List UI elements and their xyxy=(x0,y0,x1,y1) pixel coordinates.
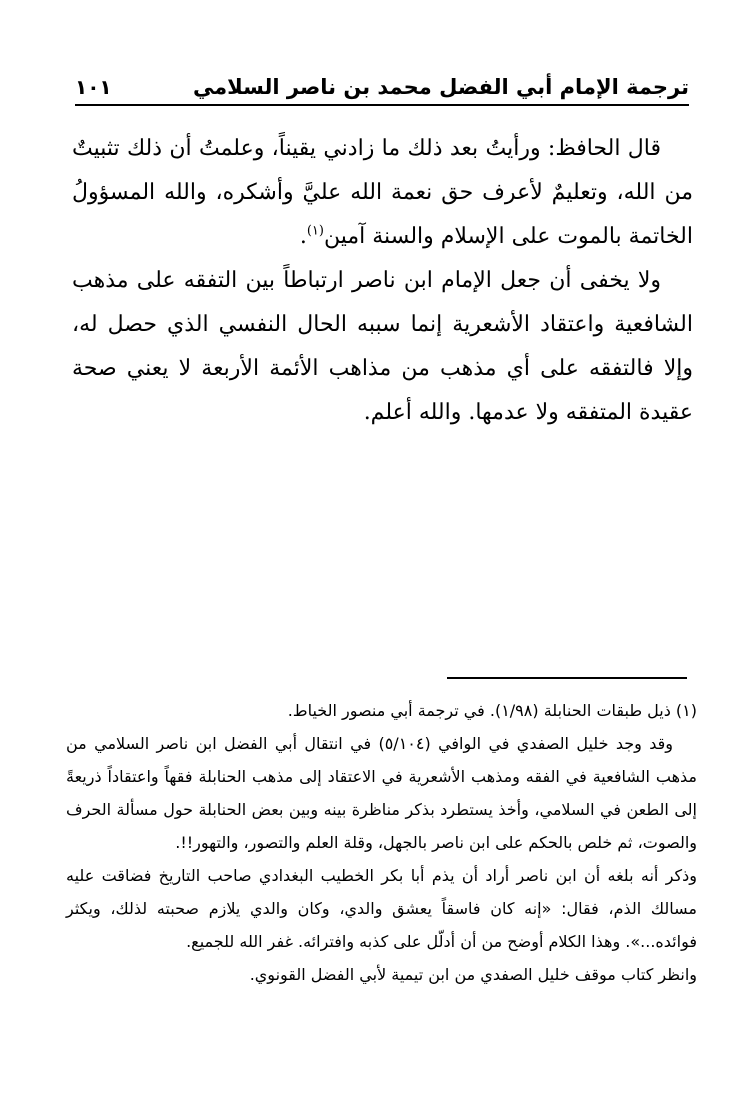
paragraph-commentary: ولا يخفى أن جعل الإمام ابن ناصر ارتباطاً بين التفقه على مذهب الشافعية واعتقاد الأشعرية إنما سببه الحال النفسي الذي حصل له، وإلا فالتفقه على أي مذهب من مذاهب الأئمة الأربعة لا يعني صحة عقيدة المتفقه ولا عدمها. والله أعلم. xyxy=(72,268,693,425)
running-header xyxy=(75,70,689,106)
paragraph-quote xyxy=(72,127,693,259)
header-title: ترجمة الإمام أبي الفضل محمد بن ناصر السلامي xyxy=(192,75,689,99)
footnote-divider xyxy=(447,677,687,679)
footnote-paragraph-khatib: وذكر أنه بلغه أن ابن ناصر أراد أن يذم أبا بكر الخطيب البغدادي صاحب التاريخ فضاقت عليه مسالك الذم، فقال: «إنه كان فاسقاً يعشق والدي، وكان والدي يلازم صحبته لذلك، ويكثر فوائده...». وهذا الكلام أوضح من أن أدلّل على كذبه وافترائه. غفر الله للجميع. xyxy=(66,866,697,951)
footnote-paragraph-safadi: وقد وجد خليل الصفدي في الوافي (٥/١٠٤) في انتقال أبي الفضل ابن ناصر السلامي من مذهب الشافعية في الفقه ومذهب الأشعرية في الاعتقاد إلى مذهب الحنابلة فقهاً واعتقاداً ذريعةً إلى الطعن في السلامي، وأخذ يستطرد بذكر مناظرة بينه وبين بعض الحنابلة حول مسألة الحرف والصوت، ثم خلص بالحكم على ابن ناصر بالجهل، وقلة العلم والتصور، والتهور!!. xyxy=(66,734,697,852)
page-number: ١٠١ xyxy=(75,75,112,99)
paragraph-quote-end: . xyxy=(299,224,307,249)
main-text xyxy=(72,127,693,435)
paragraph-quote-text: قال الحافظ: ورأيتُ بعد ذلك ما زادني يقيناً، وعلمتُ أن ذلك تثبيتٌ من الله، وتعليمٌ لأعرف حق نعمة الله عليَّ وأشكره، والله المسؤولُ الخاتمة بالموت على الإسلام والسنة آمين xyxy=(72,136,693,249)
footnotes xyxy=(66,694,697,991)
footnote-reference: (١) xyxy=(306,223,324,239)
footnote-paragraph-reference: وانظر كتاب موقف خليل الصفدي من ابن تيمية لأبي الفضل القونوي. xyxy=(249,965,697,984)
footnote-1: (١) ذيل طبقات الحنابلة (١/٩٨). في ترجمة أبي منصور الخياط. xyxy=(287,701,697,720)
